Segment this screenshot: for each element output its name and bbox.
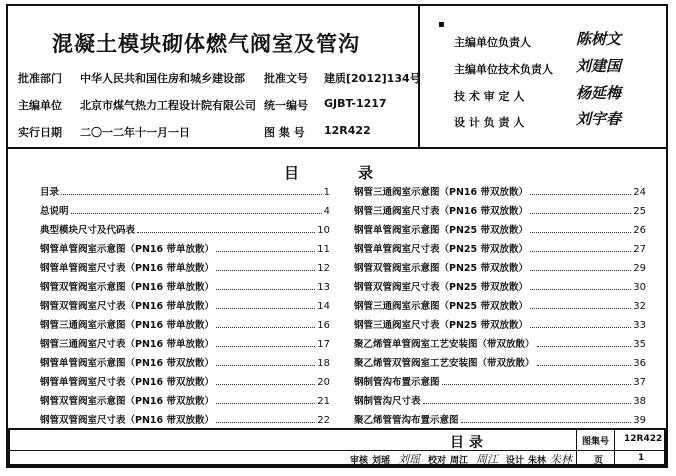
review-label: 审核 [350, 456, 369, 466]
toc-entry-label: 总说明 [40, 206, 69, 217]
toc-entry-page: 18 [317, 358, 330, 369]
toc-entry[interactable] [40, 297, 330, 312]
toc-entry-page: 35 [633, 339, 646, 350]
unified-number-value: GJBT-1217 [324, 97, 387, 110]
leader-dots [137, 232, 315, 233]
toc-entry[interactable] [40, 316, 330, 331]
toc-entry[interactable] [40, 259, 330, 274]
toc-entry[interactable] [354, 259, 646, 274]
toc-entry-page: 20 [317, 377, 330, 388]
leader-dots [216, 422, 315, 423]
page-label: 页 [594, 456, 604, 466]
signature: 杨延梅 [576, 84, 622, 102]
toc-entry-page: 11 [317, 244, 330, 255]
toc-entry-page: 30 [633, 282, 646, 293]
toc-entry-label: 聚乙烯管管沟布置示意图 [354, 415, 459, 426]
header-divider [8, 147, 666, 149]
chief-editor-unit-value: 北京市煤气热力工程设计院有限公司 [80, 99, 256, 112]
toc-entry[interactable] [354, 278, 646, 293]
toc-entry-label: 钢制管沟尺寸表 [354, 396, 421, 407]
approval-number-label: 批准文号 [264, 72, 308, 85]
leader-dots [216, 384, 315, 385]
leader-dots [71, 213, 322, 214]
toc-entry-label: 钢管三通阀室示意图（PN25 带双放散） [354, 301, 528, 312]
design-label: 设计 [506, 456, 525, 466]
role-label: 主编单位技术负责人 [454, 63, 553, 76]
leader-dots [216, 327, 315, 328]
toc-entry[interactable] [40, 373, 330, 388]
toc-entry-page: 22 [317, 415, 330, 426]
toc-entry-label: 钢管双管阀室示意图（PN16 带单放散） [40, 282, 214, 293]
reviewer-signature: 刘瑶 [398, 453, 420, 466]
toc-entry-label: 目录 [40, 187, 60, 198]
designer-signature: 朱林 [550, 453, 572, 466]
toc-entry-label: 聚乙烯管单管阀室工艺安装图（带双放散） [354, 339, 535, 350]
designer-name: 朱林 [528, 456, 547, 466]
approval-department-label: 批准部门 [18, 72, 62, 85]
toc-entry-page: 37 [633, 377, 646, 388]
toc-entry-page: 24 [633, 187, 646, 198]
toc-entry-label: 钢管双管阀室示意图（PN25 带双放散） [354, 263, 528, 274]
unified-number-label: 统一编号 [264, 99, 308, 112]
toc-entry-label: 钢管双管阀室尺寸表（PN16 带双放散） [40, 415, 214, 426]
toc-entry[interactable] [40, 221, 330, 236]
toc-entry-label: 钢管单管阀室示意图（PN16 带双放散） [40, 358, 214, 369]
toc-entry-label: 钢管双管阀室尺寸表（PN25 带双放散） [354, 282, 528, 293]
toc-entry[interactable] [354, 183, 646, 198]
toc-entry-page: 38 [633, 396, 646, 407]
leader-dots [530, 327, 631, 328]
toc-entry[interactable] [40, 278, 330, 293]
toc-entry-page: 13 [317, 282, 330, 293]
page-number: 1 [638, 453, 645, 463]
title-block [8, 428, 666, 466]
leader-dots [216, 270, 315, 271]
toc-entry[interactable] [40, 240, 330, 255]
toc-entry[interactable] [40, 202, 330, 217]
toc-entry-page: 14 [317, 301, 330, 312]
toc-entry-label: 钢管单管阀室示意图（PN16 带单放散） [40, 244, 214, 255]
toc-entry-label: 钢管单管阀室尺寸表（PN25 带双放散） [354, 244, 528, 255]
toc-entry-label: 钢管双管阀室尺寸表（PN16 带单放散） [40, 301, 214, 312]
approval-department-value: 中华人民共和国住房和城乡建设部 [80, 72, 245, 85]
toc-entry[interactable] [354, 240, 646, 255]
toc-entry[interactable] [40, 354, 330, 369]
toc-entry[interactable] [40, 392, 330, 407]
toc-entry[interactable] [354, 202, 646, 217]
signature: 陈树文 [576, 30, 622, 48]
toc-entry[interactable] [354, 221, 646, 236]
toc-entry[interactable] [354, 354, 646, 369]
reviewer-name: 刘瑶 [372, 456, 391, 466]
toc-heading-left: 目 [284, 164, 300, 182]
effective-date-value: 二〇一二年十一月一日 [80, 126, 190, 139]
leader-dots [530, 251, 631, 252]
leader-dots [216, 251, 315, 252]
toc-entry-label: 钢管三通阀室尺寸表（PN25 带双放散） [354, 320, 528, 331]
leader-dots [461, 422, 632, 423]
atlas-number-label: 图 集 号 [264, 126, 305, 139]
toc-entry-label: 钢管单管阀室尺寸表（PN16 带双放散） [40, 377, 214, 388]
toc-entry-page: 4 [323, 206, 330, 217]
toc-entry[interactable] [40, 411, 330, 426]
toc-entry-page: 12 [317, 263, 330, 274]
toc-entry-page: 10 [317, 225, 330, 236]
toc-entry[interactable] [354, 411, 646, 426]
atlas-number-value: 12R422 [324, 124, 371, 137]
role-label: 主编单位负责人 [454, 36, 531, 49]
leader-dots [530, 289, 631, 290]
leader-dots [216, 346, 315, 347]
leader-dots [530, 308, 631, 309]
toc-entry-page: 33 [633, 320, 646, 331]
toc-entry[interactable] [354, 335, 646, 350]
leader-dots [216, 308, 315, 309]
toc-entry-label: 钢管三通阀室示意图（PN16 带单放散） [40, 320, 214, 331]
toc-heading-right: 录 [358, 164, 374, 182]
atlas-no-label: 图集号 [582, 437, 610, 447]
leader-dots [216, 365, 315, 366]
leader-dots [216, 289, 315, 290]
drawing-frame [6, 4, 668, 468]
leader-dots [530, 270, 631, 271]
toc-entry-label: 钢管单管阀室尺寸表（PN16 带单放散） [40, 263, 214, 274]
corner-mark: ▪ [438, 19, 445, 30]
role-label: 设 计 负 责 人 [454, 116, 525, 129]
toc-entry-page: 26 [633, 225, 646, 236]
drawing-set-title: 混凝土模块砌体燃气阀室及管沟 [52, 32, 360, 56]
toc-entry[interactable] [354, 316, 646, 331]
toc-entry-page: 36 [633, 358, 646, 369]
signature: 刘建国 [576, 57, 622, 75]
leader-dots [442, 384, 632, 385]
signature: 刘宇春 [576, 110, 622, 128]
toc-entry-page: 39 [633, 415, 646, 426]
toc-entry-page: 17 [317, 339, 330, 350]
title-block-col-divider [614, 430, 615, 464]
toc-entry-label: 钢管三通阀室示意图（PN16 带双放散） [354, 187, 528, 198]
chief-editor-unit-label: 主编单位 [18, 99, 62, 112]
toc-entry[interactable] [354, 297, 646, 312]
checker-name: 周江 [450, 456, 469, 466]
toc-entry-page: 27 [633, 244, 646, 255]
check-label: 校对 [428, 456, 447, 466]
toc-entry-page: 25 [633, 206, 646, 217]
toc-entry-label: 钢管三通阀室尺寸表（PN16 带双放散） [354, 206, 528, 217]
leader-dots [530, 232, 631, 233]
leader-dots [423, 403, 632, 404]
leader-dots [530, 194, 631, 195]
toc-entry-label: 钢管双管阀室示意图（PN16 带双放散） [40, 396, 214, 407]
toc-entry-label: 聚乙烯管双管阀室工艺安装图（带双放散） [354, 358, 535, 369]
toc-entry[interactable] [40, 335, 330, 350]
leader-dots [537, 365, 632, 366]
checker-signature: 周江 [476, 453, 498, 466]
leader-dots [216, 403, 315, 404]
toc-entry-page: 32 [633, 301, 646, 312]
role-label: 技 术 审 定 人 [454, 90, 525, 103]
effective-date-label: 实行日期 [18, 126, 62, 139]
toc-entry-label: 钢制管沟布置示意图 [354, 377, 440, 388]
approval-number-value: 建质[2012]134号 [324, 72, 421, 85]
toc-entry[interactable] [354, 373, 646, 388]
toc-entry-page: 29 [633, 263, 646, 274]
toc-entry-page: 21 [317, 396, 330, 407]
leader-dots [530, 213, 631, 214]
toc-entry-page: 16 [317, 320, 330, 331]
leader-dots [537, 346, 632, 347]
toc-entry[interactable] [40, 183, 330, 198]
toc-entry[interactable] [354, 392, 646, 407]
leader-dots [61, 194, 322, 195]
toc-entry-page: 1 [323, 187, 330, 198]
atlas-no-value: 12R422 [624, 434, 663, 444]
toc-entry-label: 典型模块尺寸及代码表 [40, 225, 136, 236]
title-block-col-divider [576, 430, 577, 464]
toc-entry-label: 钢管单管阀室示意图（PN25 带双放散） [354, 225, 528, 236]
title-block-title: 目 录 [450, 435, 483, 451]
toc-entry-label: 钢管三通阀室尺寸表（PN16 带单放散） [40, 339, 214, 350]
